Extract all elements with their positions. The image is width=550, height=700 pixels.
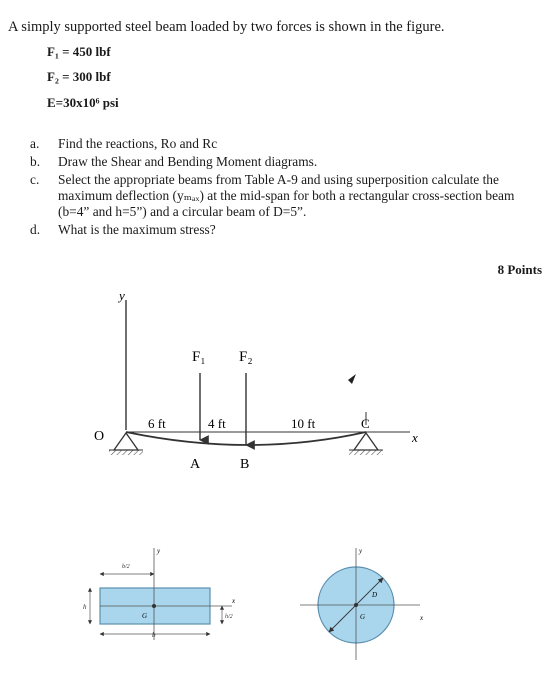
y-axis-label: y <box>119 288 125 303</box>
given-force-1: F₁ = 450 lbf <box>47 44 111 59</box>
question-label: c. <box>30 172 40 187</box>
circle-diameter-label: D <box>372 591 378 599</box>
point-a-label: A <box>190 457 201 472</box>
force-1-label: F₁ <box>192 349 206 365</box>
question-text: Find the reactions, Ro and Rc <box>58 136 218 151</box>
problem-intro: A simply supported steel beam loaded by two forces is shown in the figure. <box>8 19 445 35</box>
x-axis-label: x <box>412 430 418 445</box>
rect-width-label: b <box>152 631 156 639</box>
rect-half-height-label: h/2 <box>225 614 233 620</box>
rect-half-width-label: b/2 <box>122 564 130 570</box>
circle-y-label: y <box>359 547 363 555</box>
given-modulus: E=30x10⁶ psi <box>47 95 119 110</box>
rect-height-label: h <box>83 603 87 611</box>
points-label: 8 Points <box>497 262 542 277</box>
given-force-2: F₂ = 300 lbf <box>47 69 111 84</box>
circle-centroid-label: G <box>360 613 366 621</box>
cursor-icon <box>348 374 356 384</box>
circle-centroid-dot <box>354 603 358 607</box>
point-c-label: C <box>361 416 370 431</box>
force-2-label: F₂ <box>239 349 253 365</box>
dim-label-4ft: 4 ft <box>208 416 226 431</box>
point-b-label: B <box>240 457 250 472</box>
question-text: Select the appropriate beams from Table A-9 and using superposition calculate the maximum deflection (yₘₐₓ) at the mid-span for both a rectangular cross-section beam (b=4” and h=5”) and a circular beam of D=5”. <box>58 172 515 219</box>
question-text: Draw the Shear and Bending Moment diagrams. <box>58 154 318 169</box>
rect-x-label: x <box>232 597 236 605</box>
left-support <box>114 433 138 450</box>
question-label: a. <box>30 136 40 151</box>
rect-y-label: y <box>157 547 161 555</box>
dim-label-10ft: 10 ft <box>291 416 316 431</box>
dim-label-6ft: 6 ft <box>148 416 166 431</box>
rect-centroid-label: G <box>142 612 148 620</box>
left-ground-hatch <box>109 450 143 455</box>
origin-label: O <box>94 429 105 444</box>
rect-centroid-dot <box>152 604 156 608</box>
circle-x-label: x <box>420 614 424 622</box>
question-label: b. <box>30 154 41 169</box>
question-label: d. <box>30 222 41 237</box>
right-support <box>354 433 378 450</box>
right-ground-hatch <box>349 450 383 455</box>
question-text: What is the maximum stress? <box>58 222 216 237</box>
